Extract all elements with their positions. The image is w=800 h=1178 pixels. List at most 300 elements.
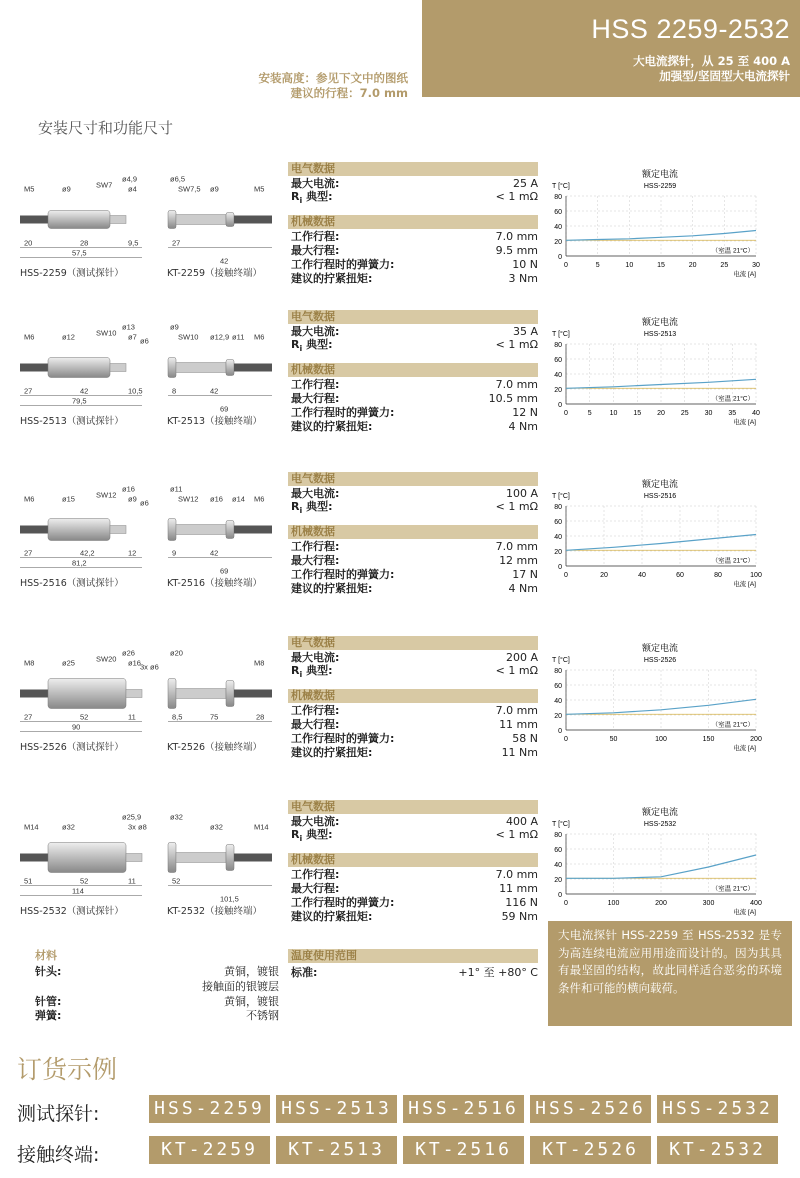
x-tick-label: 40 (752, 410, 760, 417)
tube-label: 针管: (35, 995, 62, 1008)
data-row-spring-force (291, 406, 538, 419)
stroke-note: 建议的行程：7.0 mm (290, 86, 408, 100)
row-value: < 1 mΩ (495, 500, 538, 513)
dimension-drawing (10, 472, 280, 587)
dim-d2: ø26 (122, 648, 135, 658)
y-tick-label: 40 (554, 224, 562, 231)
x-tick-label: 200 (655, 900, 667, 907)
dim-t-l1: 8 (172, 386, 177, 396)
x-tick-label: 80 (714, 572, 722, 579)
order-probe-code: HSS-2516 (403, 1095, 524, 1123)
product-block (0, 472, 800, 617)
row-value: 35 A (512, 325, 538, 338)
dim-total: 79,5 (72, 396, 87, 406)
probe-label: HSS-2532（测试探针） (20, 906, 124, 917)
data-row-ri (291, 664, 538, 680)
terminal-thread (234, 854, 272, 862)
row-value: 10 N (512, 258, 538, 271)
x-tick-label: 150 (702, 736, 715, 743)
row-value: 116 N (505, 896, 538, 909)
room-temp-label: （室温 21°C） (711, 557, 754, 565)
row-value: 4 Nm (508, 420, 538, 433)
dim-thread: M8 (24, 658, 35, 668)
dim-thread: M6 (24, 332, 35, 342)
dim-t-sw: SW10 (178, 332, 199, 342)
dim-t-d3: ø14 (232, 494, 245, 504)
data-row-spring-force (291, 258, 538, 271)
data-row-work-stroke (291, 868, 538, 881)
y-tick-label: 80 (554, 832, 562, 839)
x-tick-label: 35 (728, 410, 737, 417)
terminal-head (168, 519, 176, 541)
probe-tip (126, 854, 142, 862)
y-tick-label: 60 (554, 847, 562, 854)
dim-t-total: 69 (220, 404, 229, 414)
dim-d1: ø15 (62, 494, 75, 504)
row-value: 58 N (512, 732, 538, 745)
dim-sw: SW12 (96, 490, 117, 500)
x-tick-label: 30 (752, 262, 760, 269)
x-tick-label: 15 (657, 262, 665, 269)
order-title: 订货示例 (17, 1055, 118, 1084)
terminal-head (168, 843, 176, 873)
x-axis-label: 电流 [A] (733, 581, 756, 588)
order-term-code: KT-2516 (403, 1136, 524, 1164)
data-row-spring-force (291, 896, 538, 909)
room-temp-label: （室温 21°C） (711, 395, 754, 403)
x-tick-label: 25 (720, 262, 729, 269)
dim-t-d2: ø32 (210, 822, 223, 832)
terminal-head (168, 679, 176, 709)
dimension-drawing (10, 636, 280, 751)
data-row-max-stroke (291, 554, 538, 567)
chart-model: HSS-2259 (643, 183, 677, 190)
dim-l3: 9,5 (128, 238, 139, 248)
dim-t-d1: ø11 (170, 484, 183, 494)
row-label: 工作行程时的弹簧力: (291, 732, 395, 745)
x-axis-label: 电流 [A] (733, 745, 756, 752)
row-label: 建议的拧紧扭矩: (291, 420, 373, 433)
terminal-shaft (176, 689, 226, 699)
dim-t-d1: ø32 (170, 812, 183, 822)
dim-l1: 27 (24, 386, 33, 396)
room-temp-label: （室温 21°C） (711, 247, 754, 255)
page-subtitle-2: 加强型/坚固型大电流探针 (659, 69, 790, 83)
dim-t-thread: M6 (254, 332, 265, 342)
x-tick-label: 100 (607, 900, 620, 907)
probe-tip (126, 690, 142, 698)
terminal-collar (226, 681, 234, 707)
data-row-current (291, 325, 538, 338)
row-label: 最大行程: (291, 882, 340, 895)
data-row-spring-force (291, 732, 538, 745)
x-tick-label: 25 (680, 410, 689, 417)
order-term-code: KT-2532 (657, 1136, 778, 1164)
row-value: 9.5 mm (495, 244, 538, 257)
data-row-torque (291, 272, 538, 285)
y-tick-label: 0 (558, 564, 562, 571)
dim-d2: ø25,9 (122, 812, 142, 822)
dim-l1: 51 (24, 876, 33, 886)
data-row-torque (291, 420, 538, 433)
electrical-header: 电气数据 (288, 800, 538, 814)
x-tick-label: 10 (625, 262, 634, 269)
dim-t-d1: ø6,5 (170, 174, 186, 184)
data-row-current (291, 651, 538, 664)
room-temp-label: （室温 21°C） (711, 885, 754, 893)
data-row-work-stroke (291, 704, 538, 717)
thread-shape (20, 364, 48, 372)
y-tick-label: 40 (554, 534, 562, 541)
row-value: < 1 mΩ (495, 828, 538, 841)
thread-shape (20, 690, 48, 698)
mechanical-header: 机械数据 (288, 689, 538, 703)
rated-current-chart (540, 800, 800, 930)
row-value: 100 A (505, 487, 538, 500)
probe-body (48, 211, 110, 229)
data-row-work-stroke (291, 230, 538, 243)
dim-t-l1: 27 (172, 238, 181, 248)
x-tick-label: 15 (633, 410, 642, 417)
dim-d4: ø6 (140, 336, 149, 346)
row-label: 工作行程: (291, 540, 340, 553)
row-value: < 1 mΩ (495, 338, 538, 351)
temperature-curve (566, 535, 756, 551)
dim-sw: SW10 (96, 328, 117, 338)
row-value: 17 N (512, 568, 538, 581)
order-probe-code: HSS-2532 (657, 1095, 778, 1123)
product-block (0, 310, 800, 455)
probe-label: HSS-2513（测试探针） (20, 416, 124, 427)
terminal-shaft (176, 363, 226, 373)
row-value: < 1 mΩ (495, 664, 538, 677)
x-tick-label: 5 (587, 410, 592, 417)
electrical-header: 电气数据 (288, 472, 538, 486)
dim-l1: 20 (24, 238, 33, 248)
data-row-current (291, 487, 538, 500)
row-label: 最大电流: (291, 651, 340, 664)
chart-title: 额定电流 (641, 317, 679, 327)
install-height-note: 安装高度：参见下文中的图纸 (258, 71, 408, 85)
dimension-drawing (10, 162, 280, 277)
row-value: 11 mm (499, 882, 538, 895)
data-row-torque (291, 746, 538, 759)
row-value: 400 A (505, 815, 538, 828)
temp-value: +1° 至 +80° C (458, 966, 538, 979)
header-banner (422, 0, 800, 97)
dim-d1: ø25 (62, 658, 75, 668)
y-tick-label: 80 (554, 194, 562, 201)
dim-t-d2: ø12,9 (210, 332, 230, 342)
temp-label: 标准: (291, 966, 318, 979)
terminal-thread (234, 690, 272, 698)
mechanical-header: 机械数据 (288, 853, 538, 867)
probe-tip (110, 216, 126, 224)
dim-l3: 11 (128, 712, 136, 722)
dim-t-l1: 8,5 (172, 712, 183, 722)
dim-t-sw: SW12 (178, 494, 199, 504)
order-probe-code: HSS-2259 (149, 1095, 270, 1123)
dim-l2: 42,2 (80, 548, 95, 558)
section-title: 安装尺寸和功能尺寸 (38, 119, 174, 137)
row-value: 11 Nm (501, 746, 538, 759)
dim-t-thread: M6 (254, 494, 265, 504)
terminal-collar (226, 521, 234, 539)
dim-t-l2: 42 (210, 548, 219, 558)
probe-label: HSS-2259（测试探针） (20, 268, 124, 279)
dim-l3: 12 (128, 548, 137, 558)
data-row-max-stroke (291, 244, 538, 257)
x-tick-label: 0 (564, 572, 568, 579)
thread-shape (20, 216, 48, 224)
data-row-work-stroke (291, 540, 538, 553)
dim-t-l3: 28 (256, 712, 265, 722)
room-temp-label: （室温 21°C） (711, 721, 754, 729)
order-term-code: KT-2526 (530, 1136, 651, 1164)
dim-l2: 28 (80, 238, 89, 248)
dim-d3: ø16 (128, 658, 141, 668)
probe-label: HSS-2526（测试探针） (20, 742, 124, 753)
chart-title: 额定电流 (641, 479, 679, 489)
row-label: 建议的拧紧扭矩: (291, 910, 373, 923)
order-term-code: KT-2513 (276, 1136, 397, 1164)
y-tick-label: 40 (554, 698, 562, 705)
rated-current-chart (540, 310, 800, 440)
dim-t-total: 42 (220, 256, 229, 266)
y-tick-label: 80 (554, 668, 562, 675)
description: 大电流探针 HSS-2259 至 HSS-2532 是专为高连续电流应用用途而设计的。因为其具有最坚固的结构，故此同样适合恶劣的环境条件和可能的横向载荷。 (548, 921, 792, 1026)
dim-d3: ø9 (128, 494, 137, 504)
dim-t-total: 101,5 (220, 894, 239, 904)
dim-t-total: 69 (220, 566, 229, 576)
terminal-head (168, 358, 176, 378)
dim-d3: 3x ø8 (128, 822, 147, 832)
dimension-drawing (10, 310, 280, 425)
terminal-label: KT-2513（接触终端） (167, 416, 263, 427)
data-row-ri (291, 500, 538, 516)
electrical-header: 电气数据 (288, 636, 538, 650)
row-value: 11 mm (499, 718, 538, 731)
tip-value: 黄铜，镀银 (224, 965, 279, 978)
row-label: 工作行程: (291, 868, 340, 881)
dim-l3: 10,5 (128, 386, 143, 396)
product-block (0, 162, 800, 307)
thread-shape (20, 854, 48, 862)
terminal-label: KT-2259（接触终端） (167, 268, 263, 279)
chart-model: HSS-2513 (643, 331, 677, 338)
y-tick-label: 60 (554, 519, 562, 526)
order-probe-code: HSS-2513 (276, 1095, 397, 1123)
mechanical-header: 机械数据 (288, 363, 538, 377)
chart-model: HSS-2526 (643, 657, 677, 664)
dim-l1: 27 (24, 712, 33, 722)
dim-total: 90 (72, 722, 81, 732)
order-probe-label: 测试探针: (17, 1103, 100, 1125)
x-tick-label: 40 (638, 572, 646, 579)
x-tick-label: 20 (657, 410, 665, 417)
data-row-ri (291, 828, 538, 844)
dim-thread: M5 (24, 184, 35, 194)
chart-title: 额定电流 (641, 807, 679, 817)
dim-d1: ø9 (62, 184, 71, 194)
dim-d2: ø4,9 (122, 174, 138, 184)
y-axis-label: T [°C] (552, 331, 570, 338)
dim-d4: 3x ø6 (140, 662, 159, 672)
page-subtitle: 大电流探针，从 25 至 400 A (633, 54, 790, 68)
row-value: 4 Nm (508, 582, 538, 595)
data-row-current (291, 815, 538, 828)
x-tick-label: 100 (750, 572, 762, 579)
dim-l2: 42 (80, 386, 89, 396)
probe-label: HSS-2516（测试探针） (20, 578, 124, 589)
terminal-label: KT-2526（接触终端） (167, 742, 263, 753)
product-block (0, 636, 800, 781)
tip-label: 针头: (35, 965, 62, 978)
probe-body (48, 358, 110, 378)
y-axis-label: T [°C] (552, 657, 570, 664)
terminal-thread (234, 216, 272, 224)
dim-t-d1: ø9 (170, 322, 179, 332)
terminal-shaft (176, 215, 226, 225)
row-label: $R_i$ 典型: (291, 338, 333, 354)
row-label: 最大行程: (291, 718, 340, 731)
row-value: < 1 mΩ (495, 190, 538, 203)
y-tick-label: 40 (554, 862, 562, 869)
x-tick-label: 400 (750, 900, 762, 907)
row-label: 最大行程: (291, 244, 340, 257)
row-value: 59 Nm (501, 910, 538, 923)
row-label: 工作行程时的弹簧力: (291, 896, 395, 909)
row-label: 建议的拧紧扭矩: (291, 582, 373, 595)
row-value: 25 A (512, 177, 538, 190)
dim-d2: ø16 (122, 484, 135, 494)
y-tick-label: 0 (558, 402, 562, 409)
row-label: 最大行程: (291, 554, 340, 567)
dim-sw: SW20 (96, 654, 117, 664)
dim-thread: M6 (24, 494, 35, 504)
dim-thread: M14 (24, 822, 39, 832)
chart-model: HSS-2516 (643, 493, 677, 500)
row-label: 工作行程: (291, 704, 340, 717)
dim-t-l1: 52 (172, 876, 181, 886)
y-tick-label: 60 (554, 357, 562, 364)
x-tick-label: 30 (704, 410, 713, 417)
x-tick-label: 60 (676, 572, 684, 579)
y-tick-label: 0 (558, 892, 562, 899)
page-title: HSS 2259-2532 (591, 14, 790, 44)
y-tick-label: 20 (554, 549, 562, 556)
x-tick-label: 0 (564, 262, 568, 269)
x-tick-label: 50 (609, 736, 618, 743)
dim-t-l1: 9 (172, 548, 177, 558)
y-tick-label: 20 (554, 239, 562, 246)
spring-label: 弹簧: (35, 1009, 62, 1022)
dim-d1: ø12 (62, 332, 75, 342)
y-tick-label: 20 (554, 877, 562, 884)
x-tick-label: 0 (564, 736, 568, 743)
x-axis-label: 电流 [A] (733, 909, 756, 916)
x-tick-label: 0 (564, 900, 568, 907)
y-tick-label: 80 (554, 504, 562, 511)
row-label: $R_i$ 典型: (291, 500, 333, 516)
terminal-label: KT-2516（接触终端） (167, 578, 263, 589)
probe-tip (110, 526, 126, 534)
row-label: $R_i$ 典型: (291, 828, 333, 844)
dim-d3: ø7 (128, 332, 137, 342)
row-label: 工作行程时的弹簧力: (291, 258, 395, 271)
x-tick-label: 10 (609, 410, 618, 417)
probe-body (48, 843, 126, 873)
dim-l2: 52 (80, 876, 89, 886)
dim-d2: ø13 (122, 322, 135, 332)
order-term-label: 接触终端: (17, 1144, 100, 1166)
row-label: $R_i$ 典型: (291, 190, 333, 206)
row-value: 7.0 mm (495, 540, 538, 553)
terminal-collar (226, 360, 234, 376)
terminal-thread (234, 364, 272, 372)
row-label: 最大电流: (291, 487, 340, 500)
terminal-shaft (176, 525, 226, 535)
y-tick-label: 20 (554, 387, 562, 394)
y-tick-label: 40 (554, 372, 562, 379)
dimension-drawing (10, 800, 280, 915)
temp-row (291, 966, 538, 979)
dim-t-d1: ø20 (170, 648, 183, 658)
rated-current-chart (540, 162, 800, 292)
order-term-code: KT-2259 (149, 1136, 270, 1164)
y-tick-label: 20 (554, 713, 562, 720)
dim-l3: 11 (128, 876, 136, 886)
dim-l2: 52 (80, 712, 89, 722)
electrical-header: 电气数据 (288, 310, 538, 324)
probe-body (48, 519, 110, 541)
mechanical-header: 机械数据 (288, 525, 538, 539)
dim-sw: SW7 (96, 180, 113, 190)
row-value: 12 mm (499, 554, 538, 567)
tube-value: 黄铜，镀银 (224, 995, 279, 1008)
dim-total: 81,2 (72, 558, 87, 568)
x-tick-label: 200 (750, 736, 762, 743)
dim-d3: ø4 (128, 184, 137, 194)
terminal-collar (226, 845, 234, 871)
row-label: 工作行程时的弹簧力: (291, 568, 395, 581)
order-probe-code: HSS-2526 (530, 1095, 651, 1123)
row-label: 工作行程: (291, 230, 340, 243)
row-label: 工作行程时的弹簧力: (291, 406, 395, 419)
row-label: $R_i$ 典型: (291, 664, 333, 680)
rated-current-chart (540, 636, 800, 766)
x-tick-label: 20 (688, 262, 697, 269)
x-tick-label: 100 (655, 736, 667, 743)
y-tick-label: 0 (558, 728, 562, 735)
dim-t-thread: M5 (254, 184, 265, 194)
y-axis-label: T [°C] (552, 493, 570, 500)
electrical-header: 电气数据 (288, 162, 538, 176)
dim-total: 57,5 (72, 248, 87, 258)
row-label: 建议的拧紧扭矩: (291, 272, 373, 285)
x-tick-label: 300 (702, 900, 715, 907)
data-row-ri (291, 338, 538, 354)
temp-title: 温度使用范围 (288, 949, 538, 963)
row-value: 10.5 mm (488, 392, 538, 405)
dim-t-d2: ø16 (210, 494, 223, 504)
y-tick-label: 80 (554, 342, 562, 349)
temperature-curve (566, 231, 756, 241)
y-tick-label: 0 (558, 254, 562, 261)
probe-body (48, 679, 126, 709)
row-label: 最大电流: (291, 177, 340, 190)
row-label: 最大电流: (291, 815, 340, 828)
